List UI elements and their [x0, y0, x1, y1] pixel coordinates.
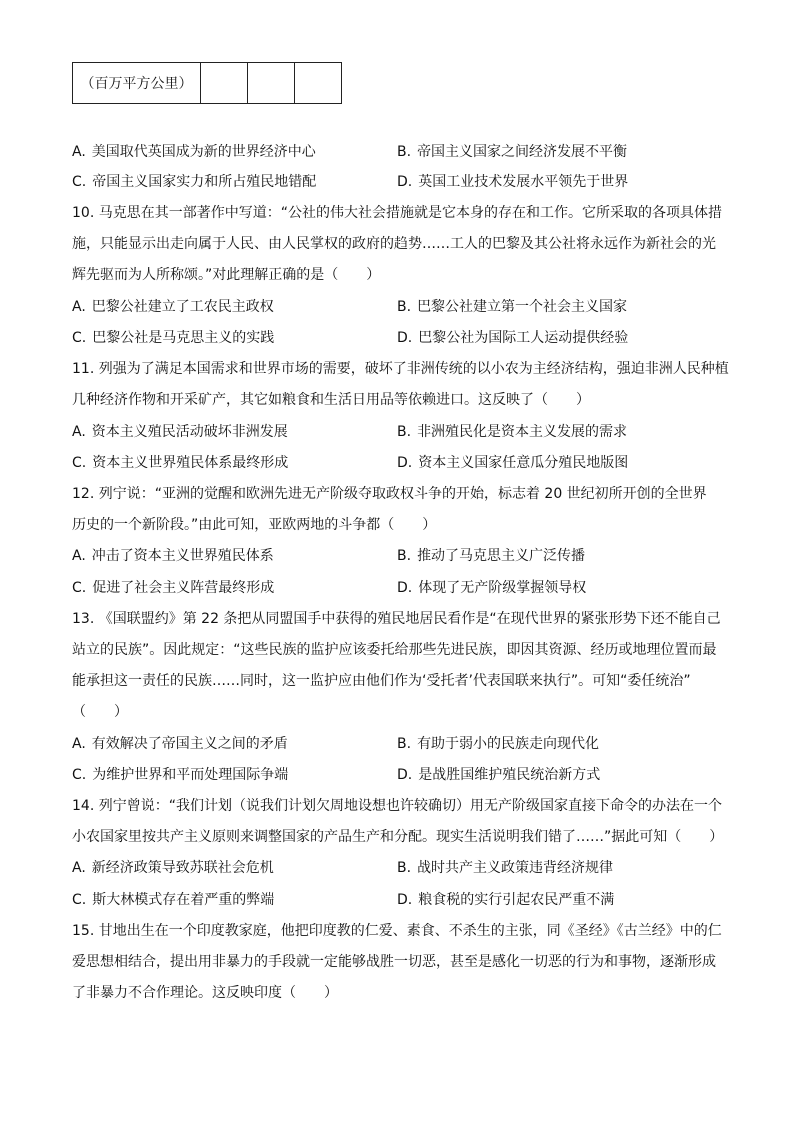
- q12-option-c: C. 促进了社会主义阵营最终形成: [72, 580, 275, 596]
- q11-option-d: D. 资本主义国家任意瓜分殖民地版图: [397, 455, 629, 471]
- q14-option-b: B. 战时共产主义政策违背经济规律: [397, 860, 614, 876]
- q15-stem-line: 15. 甘地出生在一个印度教家庭，他把印度教的仁爱、素食、不杀生的主张，同《圣经》《古兰经》中的仁: [72, 923, 722, 939]
- q12-option-b: B. 推动了马克思主义广泛传播: [397, 548, 586, 564]
- q15-stem-line: 了非暴力不合作理论。这反映印度（ ）: [72, 985, 338, 1001]
- q11-stem-line: 几种经济作物和开采矿产，其它如粮食和生活日用品等依赖进口。这反映了（ ）: [72, 392, 590, 408]
- table-blank-cell: [295, 63, 342, 104]
- table-blank-cell: [201, 63, 248, 104]
- q10-stem-line: 10. 马克思在其一部著作中写道：“公社的伟大社会措施就是它本身的存在和工作。它所采取的各项具体措: [72, 205, 722, 221]
- q10-option-c: C. 巴黎公社是马克思主义的实践: [72, 330, 275, 346]
- q14-option-c: C. 斯大林模式存在着严重的弊端: [72, 892, 275, 908]
- q11-option-a: A. 资本主义殖民活动破坏非洲发展: [72, 424, 288, 440]
- table-blank-cell: [248, 63, 295, 104]
- q9-option-c: C. 帝国主义国家实力和所占殖民地错配: [72, 174, 317, 190]
- q10-option-a: A. 巴黎公社建立了工农民主政权: [72, 299, 274, 315]
- q11-option-b: B. 非洲殖民化是资本主义发展的需求: [397, 424, 628, 440]
- table-unit-cell: （百万平方公里）: [73, 63, 201, 104]
- q12-option-d: D. 体现了无产阶级掌握领导权: [397, 580, 587, 596]
- q13-option-c: C. 为维护世界和平而处理国际争端: [72, 767, 289, 783]
- q13-stem-line: 站立的民族”。因此规定：“这些民族的监护应该委托给那些先进民族，即因其资源、经历或地理位置而最: [72, 642, 717, 658]
- q13-stem-line: 能承担这一责任的民族……同时，这一监护应由他们作为‘受托者’代表国联来执行”。可知“委任统治”: [72, 673, 691, 689]
- q10-stem-line: 辉先驱而为人所称颂。”对此理解正确的是（ ）: [72, 267, 381, 283]
- q13-option-b: B. 有助于弱小的民族走向现代化: [397, 736, 600, 752]
- q11-option-c: C. 资本主义世界殖民体系最终形成: [72, 455, 289, 471]
- q12-stem-line: 历史的一个新阶段。”由此可知，亚欧两地的斗争都（ ）: [72, 517, 437, 533]
- q9-option-d: D. 英国工业技术发展水平领先于世界: [397, 174, 629, 190]
- q14-stem-line: 小农国家里按共产主义原则来调整国家的产品生产和分配。现实生活说明我们错了……”据此可知（ ）: [72, 829, 724, 845]
- q13-option-d: D. 是战胜国维护殖民统治新方式: [397, 767, 601, 783]
- table-row: [73, 63, 342, 104]
- area-table-fragment: [72, 62, 342, 104]
- q14-option-a: A. 新经济政策导致苏联社会危机: [72, 860, 274, 876]
- q10-option-d: D. 巴黎公社为国际工人运动提供经验: [397, 330, 629, 346]
- q14-stem-line: 14. 列宁曾说：“我们计划（说我们计划欠周地设想也许较确切）用无产阶级国家直接下命令的办法在一个: [72, 798, 722, 814]
- q12-stem-line: 12. 列宁说：“亚洲的觉醒和欧洲先进无产阶级夺取政权斗争的开始，标志着 20 世纪初所开创的全世界: [72, 486, 707, 502]
- q14-option-d: D. 粮食税的实行引起农民严重不满: [397, 892, 615, 908]
- q13-stem-line: （ ）: [72, 704, 128, 720]
- q11-stem-line: 11. 列强为了满足本国需求和世界市场的需要，破坏了非洲传统的以小农为主经济结构，强迫非洲人民种植: [72, 361, 729, 377]
- q10-option-b: B. 巴黎公社建立第一个社会主义国家: [397, 299, 628, 315]
- q13-option-a: A. 有效解决了帝国主义之间的矛盾: [72, 736, 288, 752]
- q15-stem-line: 爱思想相结合，提出用非暴力的手段就一定能够战胜一切恶，甚至是感化一切恶的行为和事物，逐渐形成: [72, 954, 716, 970]
- q9-option-b: B. 帝国主义国家之间经济发展不平衡: [397, 144, 628, 160]
- q10-stem-line: 施，只能显示出走向属于人民、由人民掌权的政府的趋势……工人的巴黎及其公社将永远作为新社会的光: [72, 236, 716, 252]
- q9-option-a: A. 美国取代英国成为新的世界经济中心: [72, 144, 316, 160]
- q12-option-a: A. 冲击了资本主义世界殖民体系: [72, 548, 274, 564]
- q13-stem-line: 13. 《国联盟约》第 22 条把从同盟国手中获得的殖民地居民看作是“在现代世界的紧张形势下还不能自己: [72, 611, 721, 627]
